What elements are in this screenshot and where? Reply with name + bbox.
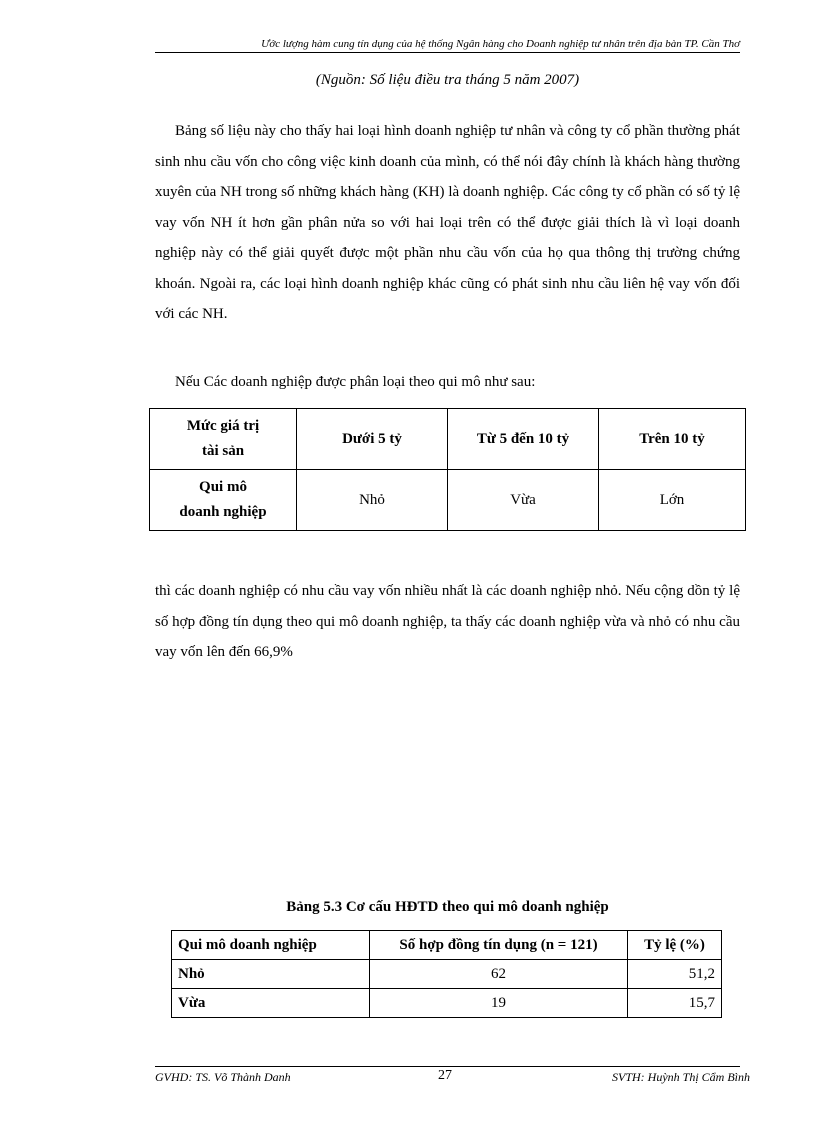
scale-table-cell: Dưới 5 tỷ	[297, 409, 448, 470]
scale-table-row-enterprise-size	[150, 470, 746, 531]
scale-label-line2: tài sản	[201, 443, 245, 459]
footer-divider	[155, 1066, 740, 1067]
scale-table-row-label	[150, 409, 297, 470]
scale-table-row-label	[150, 470, 297, 531]
scale-table-cell: Nhỏ	[297, 470, 448, 531]
source-note: (Nguồn: Số liệu điều tra tháng 5 năm 2007)	[315, 72, 580, 88]
scale-table-cell: Trên 10 tỷ	[599, 409, 746, 470]
column-header: Tỷ lệ (%)	[628, 931, 722, 960]
scale-table-row-asset-value	[150, 409, 746, 470]
row-contracts: 62	[370, 960, 628, 989]
column-header: Số hợp đồng tín dụng (n = 121)	[370, 931, 628, 960]
running-header: Ước lượng hàm cung tín dụng của hệ thống Ngân hàng cho Doanh nghiệp tư nhân trên địa bàn TP. Cần Thơ	[155, 38, 740, 53]
scale-table-cell: Vừa	[448, 470, 599, 531]
row-ratio: 51,2	[628, 960, 722, 989]
paragraph-classification-intro: Nếu Các doanh nghiệp được phân loại theo qui mô như sau:	[175, 374, 536, 390]
scale-table-cell: Từ 5 đến 10 tỷ	[448, 409, 599, 470]
table-caption: Bảng 5.3 Cơ cấu HĐTD theo qui mô doanh nghiệp	[286, 899, 609, 915]
contract-structure-table	[171, 930, 722, 1018]
row-size: Nhỏ	[172, 960, 370, 989]
enterprise-scale-table	[149, 408, 746, 531]
scale-label-line1: Qui mô	[199, 479, 247, 495]
column-header: Qui mô doanh nghiệp	[172, 931, 370, 960]
table-row	[172, 989, 722, 1018]
table-header-row	[172, 931, 722, 960]
row-size: Vừa	[172, 989, 370, 1018]
table-row	[172, 960, 722, 989]
page-number: 27	[438, 1068, 452, 1083]
paragraph-conclusion: thì các doanh nghiệp có nhu cầu vay vốn nhiều nhất là các doanh nghiệp nhỏ. Nếu cộng dồn tỷ lệ số hợp đồng tín dụng theo qui mô doanh nghiệp, ta thấy các doanh nghiệp vừa và nhỏ có nhu cầu vay vốn lên đến 66,9%	[155, 583, 740, 660]
footer-student: SVTH: Huỳnh Thị Cẩm Bình	[612, 1070, 750, 1084]
row-ratio: 15,7	[628, 989, 722, 1018]
footer-advisor: GVHD: TS. Võ Thành Danh	[155, 1070, 291, 1084]
scale-label-line1: Mức giá trị	[186, 418, 260, 434]
scale-table-cell: Lớn	[599, 470, 746, 531]
row-contracts: 19	[370, 989, 628, 1018]
scale-label-line2: doanh nghiệp	[179, 504, 267, 520]
paragraph-analysis: Bảng số liệu này cho thấy hai loại hình doanh nghiệp tư nhân và công ty cổ phần thường phát sinh nhu cầu vốn cho công việc kinh doanh của mình, có thể nói đây chính là khách hàng thường xuyên của NH trong số những khách hàng (KH) là doanh nghiệp. Các công ty cổ phần có số tỷ lệ vay vốn NH ít hơn gần phân nửa so với hai loại trên có thể được giải thích là vì loại doanh nghiệp này có thể giải quyết được một phần nhu cầu vốn của họ qua thông thị trường chứng khoán. Ngoài ra, các loại hình doanh nghiệp khác cũng có phát sinh nhu cầu liên hệ vay vốn đối với các NH.	[155, 123, 740, 322]
